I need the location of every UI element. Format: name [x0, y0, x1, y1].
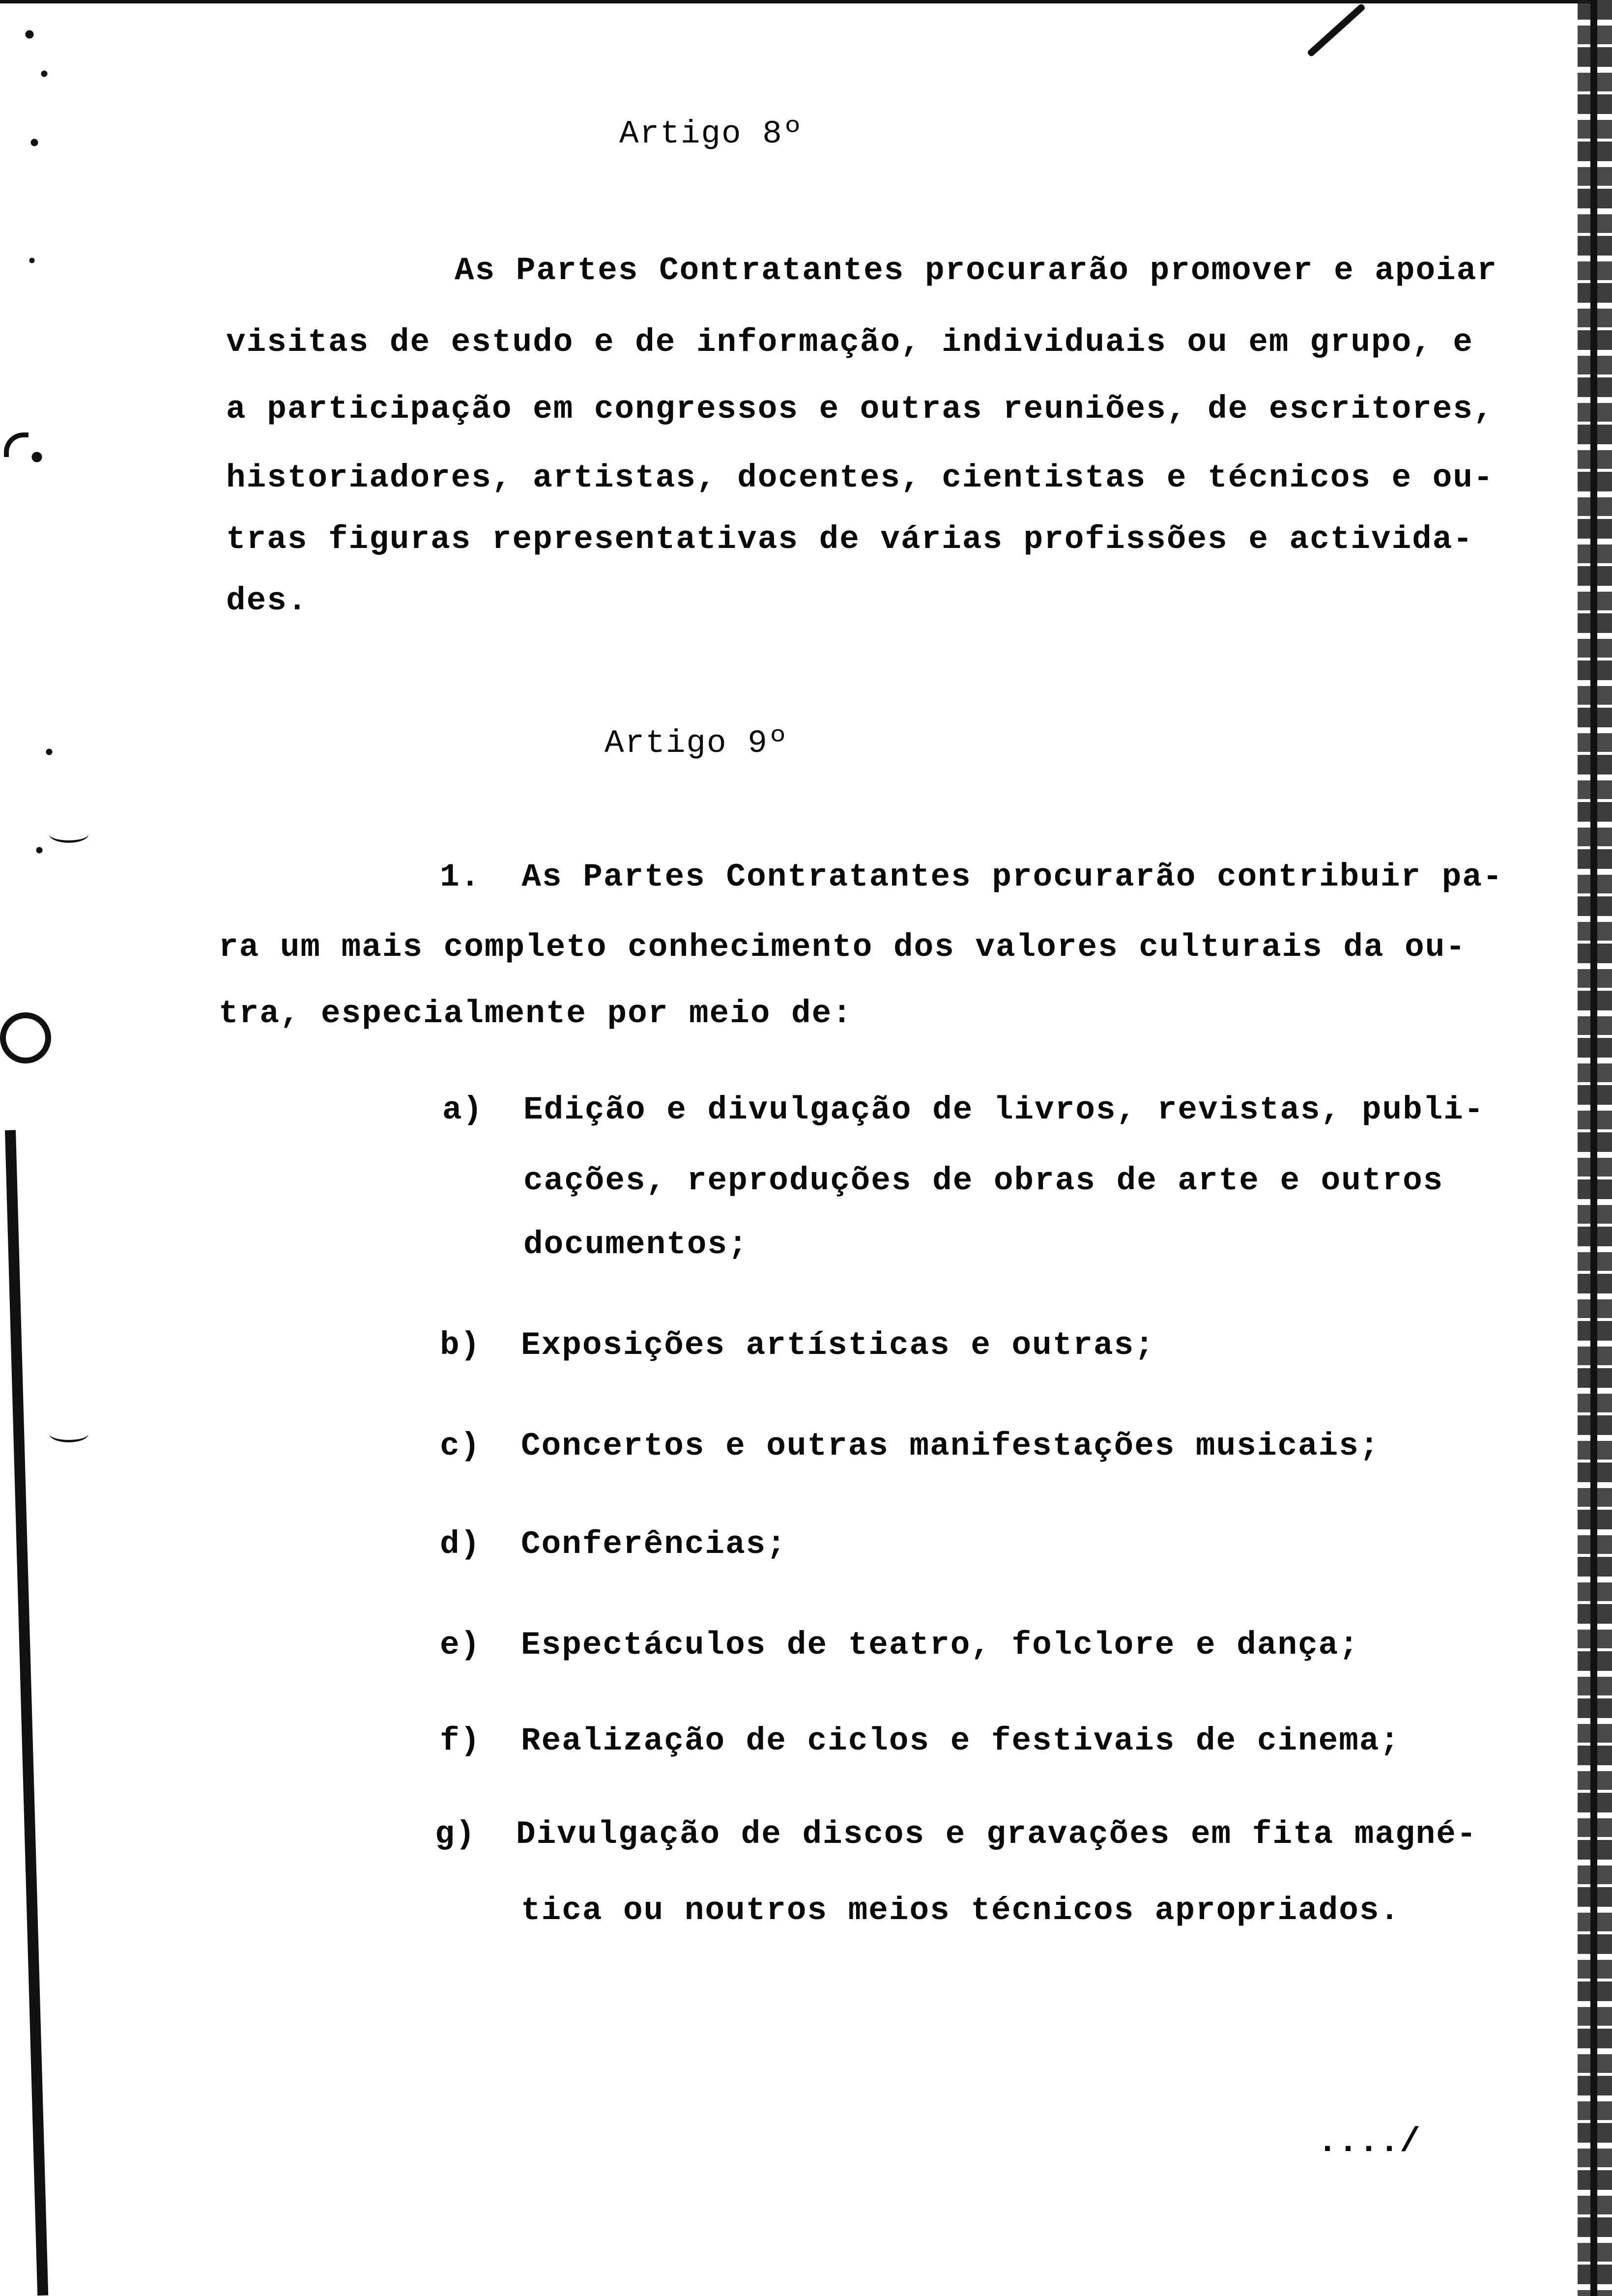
article-9-heading: Artigo 9º: [604, 725, 789, 762]
paragraph-line: tras figuras representativas de várias profissões e activida-: [226, 521, 1473, 558]
list-item-text: Edição e divulgação de livros, revistas, publi-: [523, 1091, 1485, 1128]
punch-hole-mark: [0, 1012, 51, 1063]
list-marker: a): [442, 1091, 484, 1128]
list-item-text: Concertos e outras manifestações musicais;: [521, 1428, 1380, 1464]
list-item-text: cações, reproduções de obras de arte e outros: [523, 1162, 1444, 1199]
scan-top-border: [0, 0, 1592, 3]
paragraph-line: historiadores, artistas, docentes, cientistas e técnicos e ou-: [226, 459, 1494, 496]
list-marker: d): [440, 1526, 481, 1563]
list-item-text: Exposições artísticas e outras;: [521, 1327, 1155, 1364]
list-item-text: Conferências;: [521, 1526, 787, 1563]
scan-arc-mark: [49, 1425, 88, 1442]
list-marker: e): [440, 1627, 481, 1664]
list-item-text: Realização de ciclos e festivais de cinema;: [521, 1722, 1401, 1759]
list-marker: c): [440, 1428, 481, 1464]
paragraph-line: des.: [226, 582, 308, 619]
scan-left-edge-line: [5, 1130, 48, 2296]
clause-line: ra um mais completo conhecimento dos valores culturais da ou-: [219, 929, 1466, 966]
clause-line: tra, especialmente por meio de:: [219, 995, 853, 1032]
scan-arc-mark: [49, 826, 88, 843]
list-item-text: documentos;: [523, 1226, 748, 1263]
list-item-text: tica ou noutros meios técnicos apropriados.: [521, 1892, 1401, 1929]
continuation-mark: ..../: [1317, 2123, 1421, 2162]
paragraph-line: As Partes Contratantes procurarão promover e apoiar: [455, 252, 1497, 289]
scan-left-specks: [20, 15, 59, 1096]
scan-right-edge-line: [1590, 0, 1597, 2296]
list-item-text: Divulgação de discos e gravações em fita magné-: [516, 1816, 1477, 1853]
handwritten-slash-mark: [1307, 3, 1366, 57]
paragraph-line: visitas de estudo e de informação, individuais ou em grupo, e: [226, 324, 1473, 361]
list-marker: b): [440, 1327, 481, 1364]
list-marker: f): [440, 1722, 481, 1759]
list-item-text: Espectáculos de teatro, folclore e dança;: [521, 1627, 1359, 1664]
article-8-heading: Artigo 8º: [619, 115, 804, 152]
list-marker: g): [435, 1816, 476, 1853]
clause-line: 1. As Partes Contratantes procurarão contribuir pa-: [440, 859, 1503, 895]
paragraph-line: a participação em congressos e outras reuniões, de escritores,: [226, 391, 1494, 428]
